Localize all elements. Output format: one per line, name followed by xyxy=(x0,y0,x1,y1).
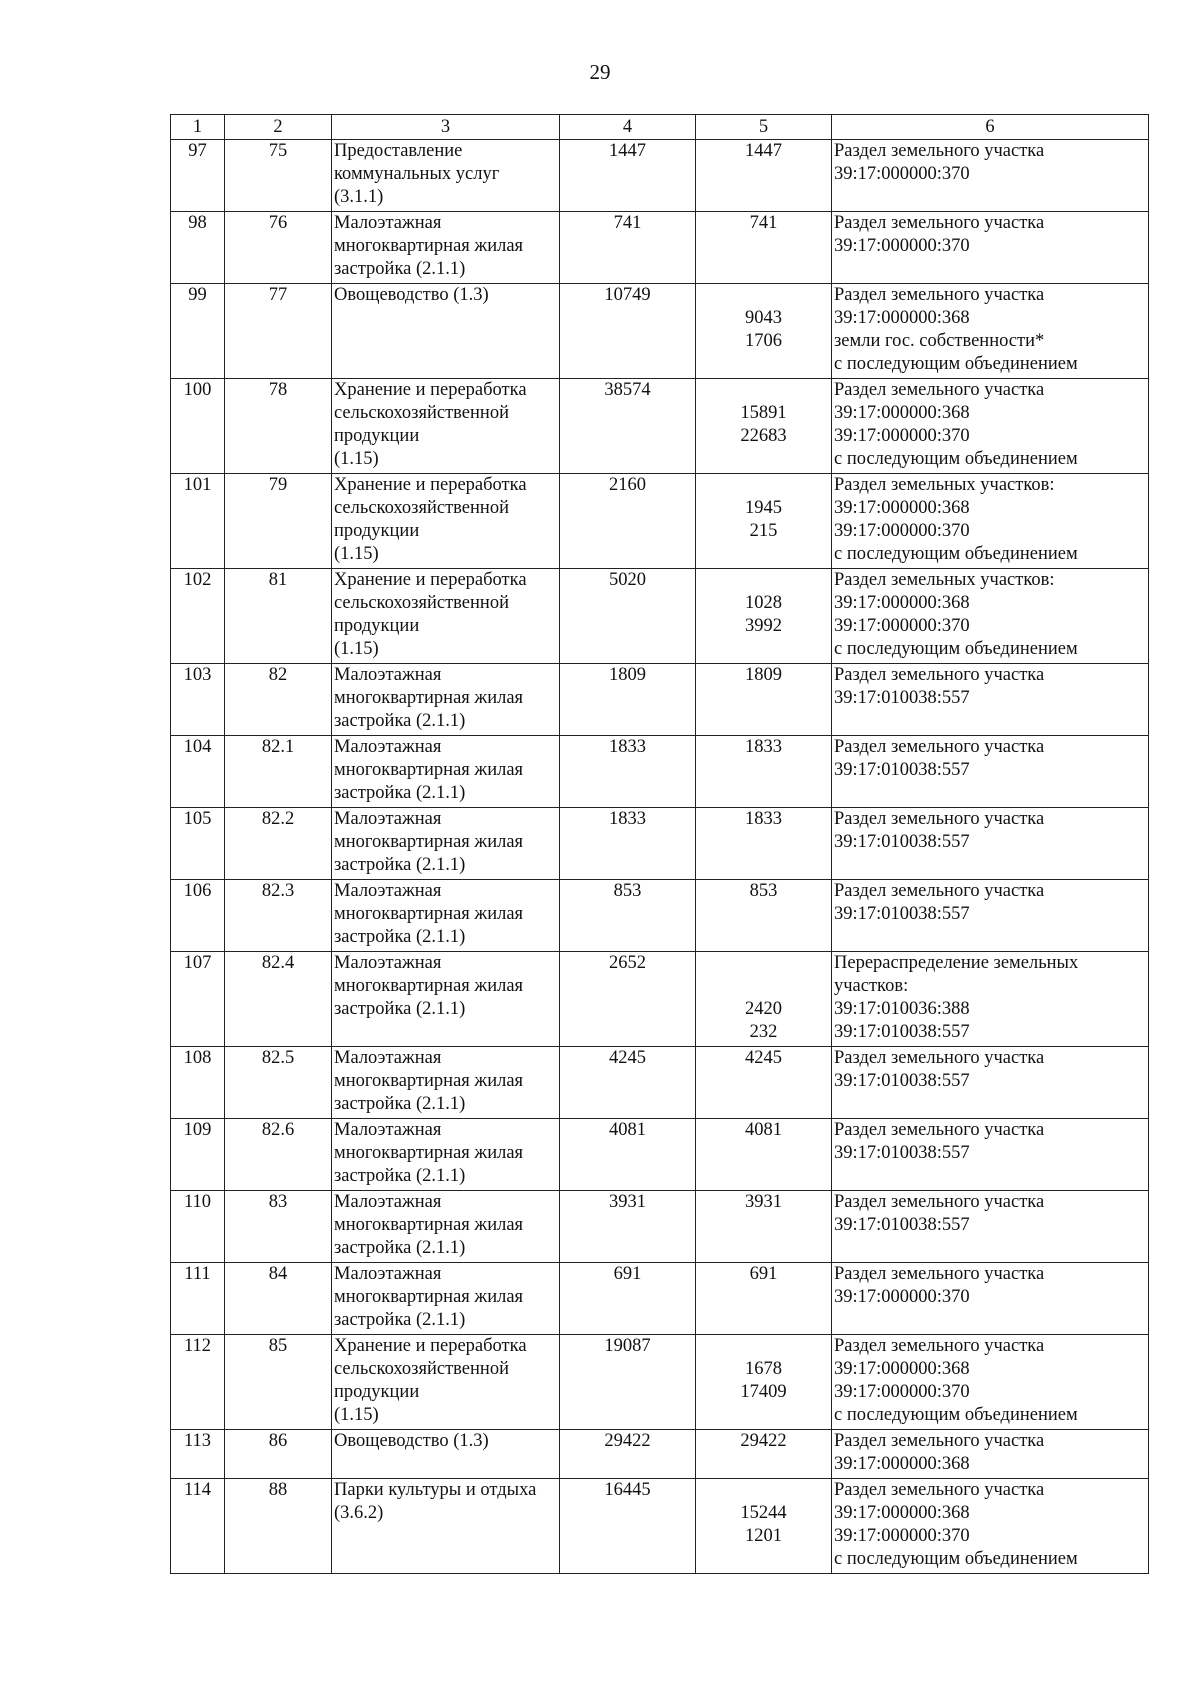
note-cell xyxy=(832,736,1149,808)
table-row xyxy=(171,808,1149,880)
row-number-cell: 100 xyxy=(171,379,225,474)
land-use-cell xyxy=(332,474,560,569)
land-use-cell xyxy=(332,140,560,212)
total-area-cell: 16445 xyxy=(560,1479,696,1574)
note-cell xyxy=(832,952,1149,1047)
area-part-value: 22683 xyxy=(740,426,787,446)
total-area-cell: 4245 xyxy=(560,1047,696,1119)
note-cell xyxy=(832,1191,1149,1263)
land-use-line: Малоэтажная xyxy=(334,665,442,685)
table-row xyxy=(171,474,1149,569)
total-area-cell: 853 xyxy=(560,880,696,952)
note-line: Раздел земельных участков: xyxy=(834,475,1055,495)
row-number-cell: 112 xyxy=(171,1335,225,1430)
area-part-value: 15891 xyxy=(740,403,787,423)
land-use-line: застройка (2.1.1) xyxy=(334,999,466,1019)
note-line: 39:17:010038:557 xyxy=(834,904,970,924)
row-number-cell: 98 xyxy=(171,212,225,284)
note-cell xyxy=(832,808,1149,880)
area-part-value: 29422 xyxy=(740,1431,787,1451)
plot-number-cell: 75 xyxy=(225,140,332,212)
plot-number-cell: 82 xyxy=(225,664,332,736)
note-line: 39:17:010038:557 xyxy=(834,1022,970,1042)
plot-number-cell: 77 xyxy=(225,284,332,379)
area-parts-cell xyxy=(696,1191,832,1263)
land-use-line: Малоэтажная xyxy=(334,737,442,757)
total-area-cell: 29422 xyxy=(560,1430,696,1479)
table-row xyxy=(171,379,1149,474)
note-line: с последующим объединением xyxy=(834,1549,1078,1569)
total-area-cell: 741 xyxy=(560,212,696,284)
area-part-value: 9043 xyxy=(745,308,782,328)
land-use-line: коммунальных услуг xyxy=(334,164,500,184)
land-use-cell xyxy=(332,1335,560,1430)
area-parts-cell xyxy=(696,569,832,664)
note-cell xyxy=(832,212,1149,284)
row-number-cell: 109 xyxy=(171,1119,225,1191)
note-line: Раздел земельного участка xyxy=(834,1336,1045,1356)
area-part-value: 232 xyxy=(749,1022,778,1042)
note-line: Раздел земельного участка xyxy=(834,285,1045,305)
land-use-line: многоквартирная жилая xyxy=(334,832,524,852)
table-row xyxy=(171,1047,1149,1119)
land-use-line: многоквартирная жилая xyxy=(334,904,524,924)
row-number-cell: 111 xyxy=(171,1263,225,1335)
area-part-value: 1945 xyxy=(745,498,782,518)
land-use-line: продукции xyxy=(334,616,420,636)
note-line: 39:17:000000:368 xyxy=(834,593,970,613)
land-use-line: Малоэтажная xyxy=(334,1120,442,1140)
page-number: 29 xyxy=(589,60,611,84)
land-use-line: многоквартирная жилая xyxy=(334,236,524,256)
note-line: Раздел земельного участка xyxy=(834,1192,1045,1212)
row-number-cell: 103 xyxy=(171,664,225,736)
table-row xyxy=(171,140,1149,212)
note-line: Раздел земельного участка xyxy=(834,141,1045,161)
note-cell xyxy=(832,664,1149,736)
note-line: 39:17:010036:388 xyxy=(834,999,970,1019)
note-line: 39:17:000000:370 xyxy=(834,1287,970,1307)
land-use-cell xyxy=(332,212,560,284)
land-use-line: Хранение и переработка xyxy=(334,570,527,590)
row-number-cell: 106 xyxy=(171,880,225,952)
note-line: 39:17:010038:557 xyxy=(834,832,970,852)
note-cell xyxy=(832,1335,1149,1430)
table-row xyxy=(171,1191,1149,1263)
area-parts-cell xyxy=(696,808,832,880)
land-use-line: сельскохозяйственной xyxy=(334,1359,509,1379)
land-use-cell xyxy=(332,1430,560,1479)
table-body xyxy=(171,115,1149,1574)
land-use-line: (3.1.1) xyxy=(334,187,384,207)
land-use-line: застройка (2.1.1) xyxy=(334,855,466,875)
row-number-cell: 102 xyxy=(171,569,225,664)
plot-number-cell: 79 xyxy=(225,474,332,569)
land-use-line: Хранение и переработка xyxy=(334,1336,527,1356)
plot-number-cell: 83 xyxy=(225,1191,332,1263)
land-use-line: застройка (2.1.1) xyxy=(334,1166,466,1186)
area-part-value: 691 xyxy=(749,1264,778,1284)
header-row xyxy=(171,115,1149,140)
land-use-line: Малоэтажная xyxy=(334,1264,442,1284)
note-cell xyxy=(832,140,1149,212)
note-line: Раздел земельных участков: xyxy=(834,570,1055,590)
note-line: 39:17:000000:370 xyxy=(834,1382,970,1402)
area-part-value: 15244 xyxy=(740,1503,787,1523)
table-row xyxy=(171,212,1149,284)
area-parts-cell xyxy=(696,379,832,474)
area-part-value: 215 xyxy=(749,521,778,541)
land-use-line: сельскохозяйственной xyxy=(334,498,509,518)
header-cell: 5 xyxy=(696,115,832,140)
area-part-value: 1028 xyxy=(745,593,782,613)
land-use-cell xyxy=(332,1119,560,1191)
row-number-cell: 97 xyxy=(171,140,225,212)
plot-number-cell: 82.1 xyxy=(225,736,332,808)
plot-number-cell: 82.4 xyxy=(225,952,332,1047)
total-area-cell: 5020 xyxy=(560,569,696,664)
total-area-cell: 10749 xyxy=(560,284,696,379)
land-use-cell xyxy=(332,880,560,952)
note-line: земли гос. собственности* xyxy=(834,331,1045,351)
area-parts-cell xyxy=(696,1335,832,1430)
note-line: 39:17:010038:557 xyxy=(834,760,970,780)
land-use-cell xyxy=(332,379,560,474)
area-parts-cell xyxy=(696,952,832,1047)
area-parts-cell xyxy=(696,212,832,284)
note-line: с последующим объединением xyxy=(834,354,1078,374)
land-use-line: застройка (2.1.1) xyxy=(334,927,466,947)
note-line: Раздел земельного участка xyxy=(834,881,1045,901)
table-row xyxy=(171,569,1149,664)
area-part-value: 2420 xyxy=(745,999,782,1019)
land-use-line: многоквартирная жилая xyxy=(334,1287,524,1307)
land-use-line: Малоэтажная xyxy=(334,809,442,829)
area-part-value: 4081 xyxy=(745,1120,782,1140)
area-part-value: 1201 xyxy=(745,1526,782,1546)
note-cell xyxy=(832,1479,1149,1574)
table-row xyxy=(171,952,1149,1047)
note-cell xyxy=(832,1430,1149,1479)
note-line: Раздел земельного участка xyxy=(834,665,1045,685)
plot-number-cell: 82.5 xyxy=(225,1047,332,1119)
land-use-line: (3.6.2) xyxy=(334,1503,384,1523)
land-use-line: Малоэтажная xyxy=(334,213,442,233)
area-part-value: 1833 xyxy=(745,737,782,757)
row-number-cell: 110 xyxy=(171,1191,225,1263)
land-use-line: застройка (2.1.1) xyxy=(334,1238,466,1258)
note-line: 39:17:000000:368 xyxy=(834,1359,970,1379)
area-part-value: 4245 xyxy=(745,1048,782,1068)
note-line: 39:17:000000:368 xyxy=(834,498,970,518)
area-part-value: 1678 xyxy=(745,1359,782,1379)
land-use-line: (1.15) xyxy=(334,1405,379,1425)
land-use-line: сельскохозяйственной xyxy=(334,403,509,423)
table-row xyxy=(171,664,1149,736)
note-cell xyxy=(832,1263,1149,1335)
note-line: Раздел земельного участка xyxy=(834,1431,1045,1451)
note-cell xyxy=(832,569,1149,664)
note-line: 39:17:000000:370 xyxy=(834,521,970,541)
note-line: Раздел земельного участка xyxy=(834,809,1045,829)
land-use-cell xyxy=(332,808,560,880)
row-number-cell: 114 xyxy=(171,1479,225,1574)
table-row xyxy=(171,1119,1149,1191)
area-parts-cell xyxy=(696,1119,832,1191)
table-row xyxy=(171,1430,1149,1479)
header-cell: 6 xyxy=(832,115,1149,140)
note-cell xyxy=(832,880,1149,952)
note-line: 39:17:010038:557 xyxy=(834,1143,970,1163)
land-use-cell xyxy=(332,1191,560,1263)
area-part-value: 741 xyxy=(749,213,778,233)
land-use-line: многоквартирная жилая xyxy=(334,760,524,780)
area-part-value: 17409 xyxy=(740,1382,787,1402)
land-use-line: застройка (2.1.1) xyxy=(334,259,466,279)
note-line: с последующим объединением xyxy=(834,544,1078,564)
area-part-value: 3992 xyxy=(745,616,782,636)
area-parts-cell xyxy=(696,140,832,212)
note-line: 39:17:000000:368 xyxy=(834,1454,970,1474)
note-line: с последующим объединением xyxy=(834,639,1078,659)
area-part-value: 3931 xyxy=(745,1192,782,1212)
land-plots-table xyxy=(170,114,1149,1574)
land-use-line: Парки культуры и отдыха xyxy=(334,1480,537,1500)
row-number-cell: 105 xyxy=(171,808,225,880)
plot-number-cell: 88 xyxy=(225,1479,332,1574)
header-cell: 4 xyxy=(560,115,696,140)
note-line: 39:17:000000:368 xyxy=(834,308,970,328)
area-part-value: 853 xyxy=(749,881,778,901)
plot-number-cell: 76 xyxy=(225,212,332,284)
land-use-line: многоквартирная жилая xyxy=(334,1215,524,1235)
area-parts-cell xyxy=(696,880,832,952)
note-line: 39:17:000000:370 xyxy=(834,1526,970,1546)
table-row xyxy=(171,736,1149,808)
area-parts-cell xyxy=(696,664,832,736)
table-row xyxy=(171,1263,1149,1335)
land-use-line: застройка (2.1.1) xyxy=(334,1310,466,1330)
plot-number-cell: 84 xyxy=(225,1263,332,1335)
note-cell xyxy=(832,1047,1149,1119)
land-use-cell xyxy=(332,1047,560,1119)
table-row xyxy=(171,880,1149,952)
row-number-cell: 113 xyxy=(171,1430,225,1479)
total-area-cell: 2160 xyxy=(560,474,696,569)
note-line: 39:17:010038:557 xyxy=(834,1215,970,1235)
land-use-line: многоквартирная жилая xyxy=(334,976,524,996)
plot-number-cell: 78 xyxy=(225,379,332,474)
land-use-line: Хранение и переработка xyxy=(334,380,527,400)
land-use-line: многоквартирная жилая xyxy=(334,688,524,708)
note-line: 39:17:000000:370 xyxy=(834,426,970,446)
plot-number-cell: 81 xyxy=(225,569,332,664)
land-use-cell xyxy=(332,952,560,1047)
land-use-line: продукции xyxy=(334,1382,420,1402)
land-use-line: многоквартирная жилая xyxy=(334,1071,524,1091)
land-use-line: застройка (2.1.1) xyxy=(334,711,466,731)
area-parts-cell xyxy=(696,1263,832,1335)
note-line: Раздел земельного участка xyxy=(834,1480,1045,1500)
total-area-cell: 1833 xyxy=(560,736,696,808)
total-area-cell: 691 xyxy=(560,1263,696,1335)
note-line: с последующим объединением xyxy=(834,1405,1078,1425)
note-line: 39:17:000000:370 xyxy=(834,164,970,184)
area-parts-cell xyxy=(696,736,832,808)
area-parts-cell xyxy=(696,1430,832,1479)
area-parts-cell xyxy=(696,284,832,379)
land-use-line: многоквартирная жилая xyxy=(334,1143,524,1163)
row-number-cell: 108 xyxy=(171,1047,225,1119)
land-use-line: Малоэтажная xyxy=(334,1192,442,1212)
table-row xyxy=(171,1335,1149,1430)
land-use-line: (1.15) xyxy=(334,544,379,564)
note-line: 39:17:010038:557 xyxy=(834,1071,970,1091)
area-part-value: 1447 xyxy=(745,141,782,161)
area-parts-cell xyxy=(696,474,832,569)
note-cell xyxy=(832,1119,1149,1191)
note-line: Раздел земельного участка xyxy=(834,1264,1045,1284)
land-use-cell xyxy=(332,664,560,736)
total-area-cell: 4081 xyxy=(560,1119,696,1191)
note-line: 39:17:000000:368 xyxy=(834,1503,970,1523)
land-use-line: застройка (2.1.1) xyxy=(334,783,466,803)
total-area-cell: 38574 xyxy=(560,379,696,474)
note-cell xyxy=(832,379,1149,474)
note-line: Раздел земельного участка xyxy=(834,213,1045,233)
row-number-cell: 101 xyxy=(171,474,225,569)
land-use-line: Хранение и переработка xyxy=(334,475,527,495)
row-number-cell: 104 xyxy=(171,736,225,808)
row-number-cell: 99 xyxy=(171,284,225,379)
land-use-line: Малоэтажная xyxy=(334,1048,442,1068)
total-area-cell: 1833 xyxy=(560,808,696,880)
note-line: Перераспределение земельных xyxy=(834,953,1079,973)
land-use-line: Овощеводство (1.3) xyxy=(334,285,489,305)
land-use-cell xyxy=(332,284,560,379)
land-use-line: Малоэтажная xyxy=(334,881,442,901)
area-part-value: 1809 xyxy=(745,665,782,685)
area-part-value: 1706 xyxy=(745,331,782,351)
land-use-cell xyxy=(332,1263,560,1335)
land-use-cell xyxy=(332,569,560,664)
table-row xyxy=(171,284,1149,379)
land-use-line: продукции xyxy=(334,426,420,446)
area-parts-cell xyxy=(696,1479,832,1574)
header-cell: 1 xyxy=(171,115,225,140)
total-area-cell: 1809 xyxy=(560,664,696,736)
note-line: Раздел земельного участка xyxy=(834,737,1045,757)
area-part-value: 1833 xyxy=(745,809,782,829)
plot-number-cell: 85 xyxy=(225,1335,332,1430)
note-cell xyxy=(832,474,1149,569)
note-line: Раздел земельного участка xyxy=(834,380,1045,400)
table-row xyxy=(171,1479,1149,1574)
land-use-line: сельскохозяйственной xyxy=(334,593,509,613)
plot-number-cell: 82.2 xyxy=(225,808,332,880)
row-number-cell: 107 xyxy=(171,952,225,1047)
note-line: 39:17:000000:370 xyxy=(834,236,970,256)
land-use-line: Овощеводство (1.3) xyxy=(334,1431,489,1451)
note-line: 39:17:010038:557 xyxy=(834,688,970,708)
total-area-cell: 2652 xyxy=(560,952,696,1047)
land-use-line: Предоставление xyxy=(334,141,463,161)
total-area-cell: 3931 xyxy=(560,1191,696,1263)
note-cell xyxy=(832,284,1149,379)
plot-number-cell: 82.6 xyxy=(225,1119,332,1191)
note-line: участков: xyxy=(834,976,909,996)
land-use-cell xyxy=(332,1479,560,1574)
area-parts-cell xyxy=(696,1047,832,1119)
plot-number-cell: 86 xyxy=(225,1430,332,1479)
land-use-line: застройка (2.1.1) xyxy=(334,1094,466,1114)
total-area-cell: 19087 xyxy=(560,1335,696,1430)
land-use-line: Малоэтажная xyxy=(334,953,442,973)
total-area-cell: 1447 xyxy=(560,140,696,212)
plot-number-cell: 82.3 xyxy=(225,880,332,952)
header-cell: 2 xyxy=(225,115,332,140)
land-use-line: (1.15) xyxy=(334,639,379,659)
land-use-line: (1.15) xyxy=(334,449,379,469)
note-line: 39:17:000000:368 xyxy=(834,403,970,423)
note-line: с последующим объединением xyxy=(834,449,1078,469)
land-use-line: продукции xyxy=(334,521,420,541)
header-cell: 3 xyxy=(332,115,560,140)
note-line: Раздел земельного участка xyxy=(834,1120,1045,1140)
land-use-cell xyxy=(332,736,560,808)
note-line: Раздел земельного участка xyxy=(834,1048,1045,1068)
note-line: 39:17:000000:370 xyxy=(834,616,970,636)
